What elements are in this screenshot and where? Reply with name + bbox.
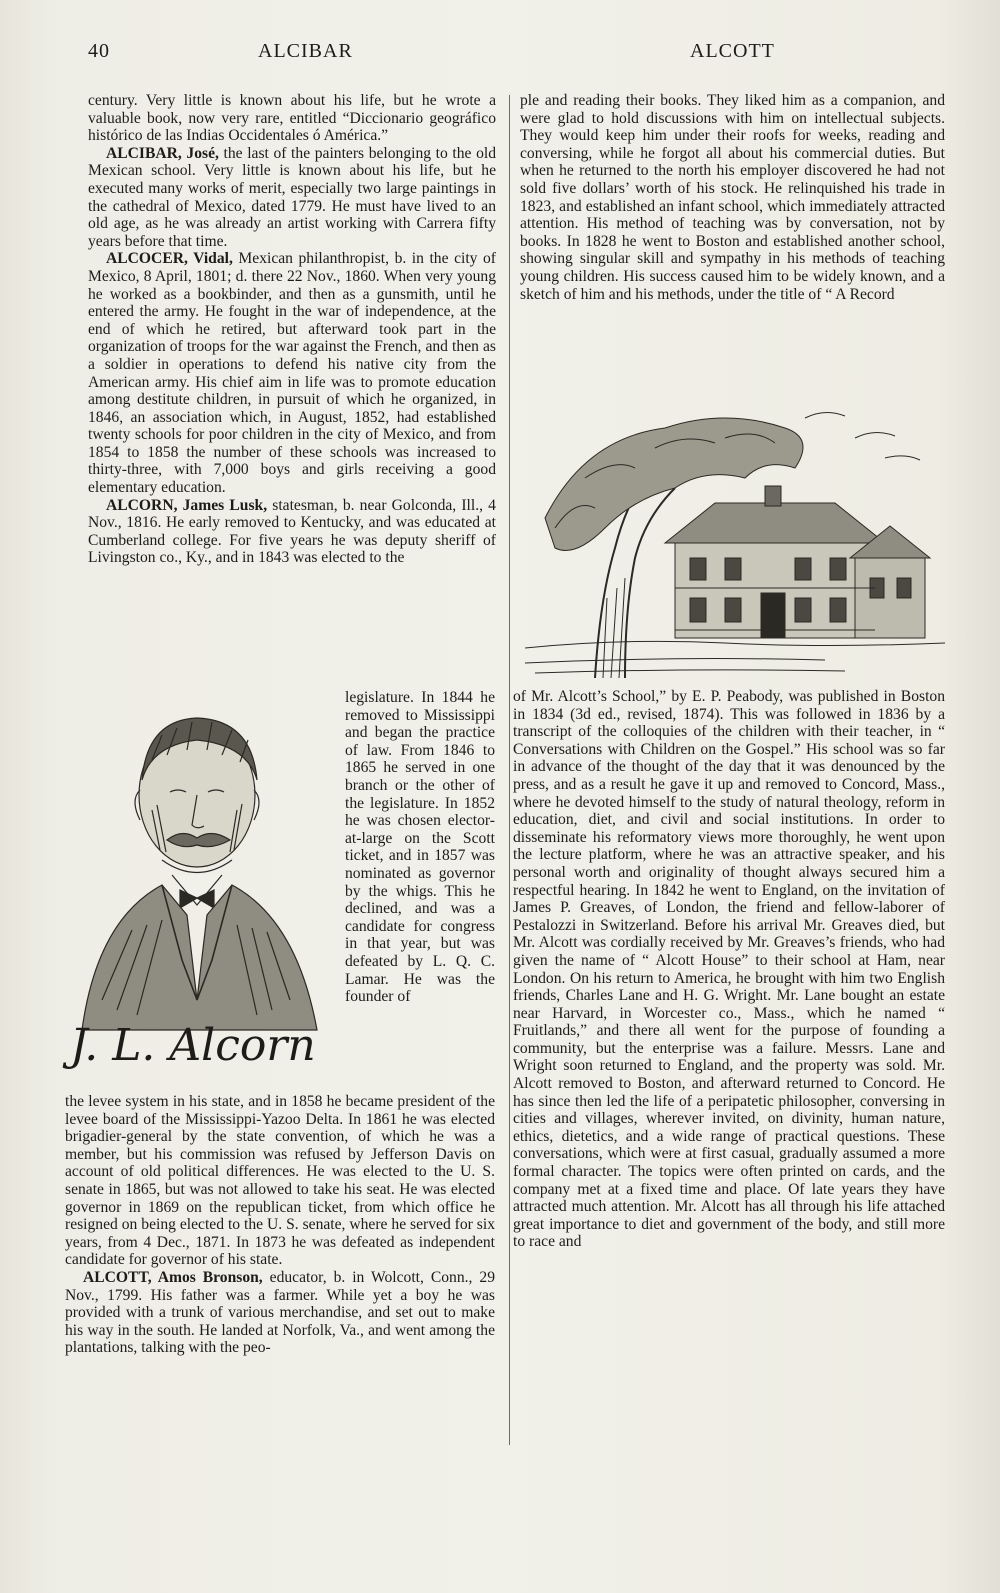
entry-text: the last of the painters belonging to the old Mexican school. Very little is known about his life, but he executed many works of merit, especially two large paintings in the cathedral of Mexico, dated 1779. He must have lived to an old age, as he was already an artist working with Carrera fifty years before that time. — [88, 144, 497, 250]
alcorn-wrap-text: legislature. In 1844 he removed to Mississippi and began the practice of law. From 1846 to 1865 he served in one branch or the other of the legislature. In 1852 he was chosen elector-at-large on the Scott ticket, and in 1857 was nominated as governor by the whigs. This he declined, and was a candidate for congress in that year, but was defeated by L. Q. C. Lamar. He was the founder of — [345, 689, 495, 1006]
headword: ALCOTT, Amos Bronson, — [83, 1268, 263, 1286]
entry-text: educator, b. in Wolcott, Conn., 29 Nov., 1799. His father was a farmer. While yet a boy he was provided with a trunk of various merchandise, and set out to make his way in the south. He landed at Norfolk, Va., and went among the plantations, talking with the peo- — [65, 1268, 495, 1357]
entry-alcocer — [88, 250, 496, 496]
house-engraving — [525, 398, 945, 680]
left-column — [88, 92, 496, 567]
entry-text: Mexican philanthropist, b. in the city of Mexico, 8 April, 1801; d. there 22 Nov., 1860. When very young he worked as a bookbinder, and then as a gunsmith, until he entered the army. He fought in the war of independence, at the end of which he retired, but afterward took part in the organization of troops for the war against the French, and then as a soldier in operations to defend his native city from the American army. His chief aim in life was to promote education among destitute children, in pursuit of which he organized, in 1846, an association which, in August, 1852, had established twenty schools for poor children in the city of Mexico, and from 1854 to 1858 the number of these schools was increased to thirty-three, with 7,000 boys and girls receiving a good elementary education. — [88, 250, 496, 497]
headword: ALCORN, James Lusk, — [106, 496, 268, 514]
left-column-continued — [65, 1093, 495, 1357]
running-head-left: ALCIBAR — [258, 40, 353, 62]
paragraph: century. Very little is known about his life, but he wrote a valuable book, now very rare, entitled “Diccionario geográfico histórico de las Indias Occidentales ó América.” — [88, 92, 496, 145]
page-number: 40 — [88, 40, 110, 62]
running-head-right: ALCOTT — [690, 40, 775, 62]
column-rule — [509, 95, 510, 1445]
entry-alcott — [65, 1269, 495, 1357]
entry-alcorn — [88, 497, 496, 567]
right-column-top: ple and reading their books. They liked him as a companion, and were glad to hold discussions with him on intellectual subjects. They would keep him under their roofs for weeks, reading and conversing, while he forgot all about his commercial duties. But when he returned to the north his employer discovered he had not sold five dollars’ worth of his stock. He relinquished his trade in 1823, and established an infant school, which immediately attracted attention. His method of teaching was by conversation, not by books. In 1828 he went to Boston and established another school, showing singular skill and sympathy in his methods of teaching young children. His success caused him to be widely known, and a sketch of him and his methods, under the title of “ A Record — [520, 92, 945, 303]
portrait-engraving — [62, 700, 332, 1090]
right-column-bottom: of Mr. Alcott’s School,” by E. P. Peabody, was published in Boston in 1834 (3d ed., revised, 1874). This was followed in 1836 by a transcript of the colloquies of the children with their teacher, in “ Conversations with Children on the Gospel.” His school was so far in advance of the thought of the day that it was denounced by the press, and as a result he gave it up and removed to Concord, Mass., where he devoted himself to the study of natural theology, reform in education, diet, and civil and social institutions. In order to disseminate his reformatory views more thoroughly, he went upon the lecture platform, where he was an attractive speaker, and his personal worth and originality of thought always secured him a respectful hearing. In 1842 he went to England, on the invitation of James P. Greaves, of London, the friend and fellow-laborer of Pestalozzi in Switzerland. Before his arrival Mr. Greaves died, but Mr. Alcott was cordially received by Mr. Greaves’s friends, who had given the name of “ Alcott House” to their school at Ham, near London. On his return to America, he brought with him two English friends, Charles Lane and H. G. Wright. Mr. Lane bought an estate near Harvard, in Worcester co., Mass., which he named “ Fruitlands,” and there all went for the purpose of founding a community, but the enterprise was a failure. Messrs. Lane and Wright soon returned to England, and the property was sold. Mr. Alcott removed to Boston, and afterward returned to Concord. He has since then led the life of a peripatetic philosopher, conversing in cities and villages, wherever invited, on divinity, human nature, ethics, dietetics, and a wide range of practical questions. These conversations, which were at first casual, gradually assumed a more formal character. The topics were often printed on cards, and the company met at a fixed time and place. Of late years they have attracted much attention. Mr. Alcott has all through his life attached great importance to diet and government of the body, and still more to race and — [513, 688, 945, 1251]
headword: ALCIBAR, José, — [106, 144, 219, 162]
headword: ALCOCER, Vidal, — [106, 250, 233, 268]
entry-alcibar — [88, 145, 496, 251]
signature: J. L. Alcorn — [70, 1020, 316, 1071]
entry-text: statesman, b. near Golconda, Ill., 4 Nov., 1816. He early removed to Kentucky, and was educated at Cumberland college. For five years he was deputy sheriff of Livingston co., Ky., and in 1843 was elected to the — [88, 496, 496, 567]
paragraph: the levee system in his state, and in 1858 he became president of the levee board of the Mississippi-Yazoo Delta. In 1861 he was elected brigadier-general by the state convention, of which he was a member, but his commission was refused by Jefferson Davis on account of old political differences. He was elected to the U. S. senate in 1865, but was not allowed to take his seat. He was elected governor in 1869 on the republican ticket, from which office he resigned on being elected to the U. S. senate, where he served for six years, from 4 Dec., 1871. In 1873 he was defeated as independent candidate for governor of his state. — [65, 1093, 495, 1269]
